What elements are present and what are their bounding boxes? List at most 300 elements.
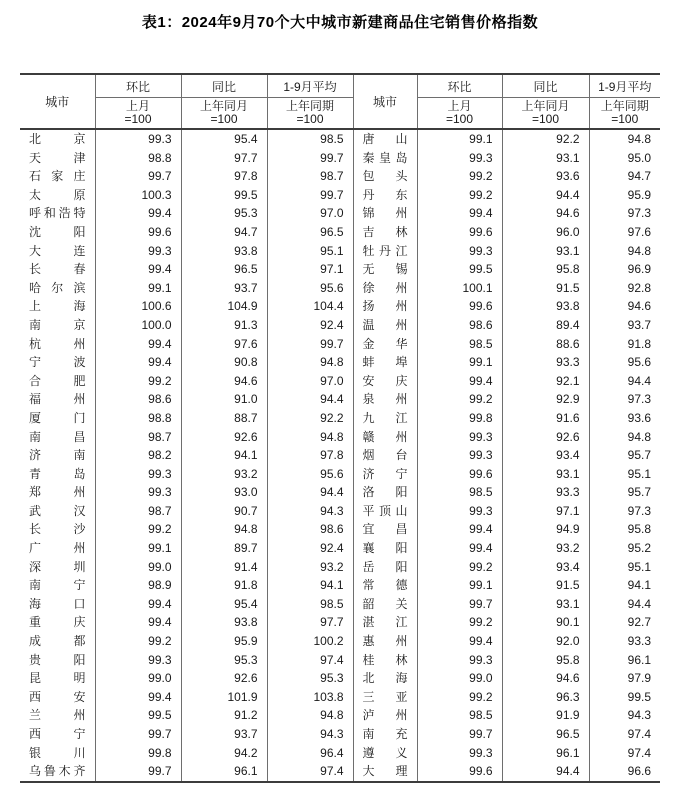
value-cell: 93.7 (589, 316, 660, 335)
city-name: 郑州 (29, 485, 86, 500)
city-cell (20, 279, 95, 298)
value-cell: 99.5 (589, 688, 660, 707)
city-cell (353, 335, 417, 354)
city-cell (20, 446, 95, 465)
value-cell: 93.3 (502, 483, 589, 502)
value-cell: 99.4 (417, 204, 502, 223)
value-cell: 99.2 (417, 390, 502, 409)
subheader-text: 上月 (125, 99, 150, 113)
city-name: 哈尔滨 (29, 280, 86, 295)
city-name: 海口 (29, 596, 86, 611)
city-cell (20, 520, 95, 539)
city-name: 秦皇岛 (362, 150, 408, 165)
value-cell: 99.4 (95, 613, 181, 632)
city-name: 杭州 (29, 336, 86, 351)
city-name: 深圳 (29, 559, 86, 574)
city-cell (353, 316, 417, 335)
city-name: 牡丹江 (362, 243, 408, 258)
value-cell: 94.1 (267, 576, 353, 595)
value-cell: 94.8 (267, 353, 353, 372)
city-cell (353, 186, 417, 205)
city-cell (353, 204, 417, 223)
value-cell: 97.4 (589, 744, 660, 763)
subheader-base: =100 (296, 112, 324, 126)
city-name: 常德 (362, 578, 408, 593)
city-name: 泉州 (362, 392, 408, 407)
city-name: 锦州 (362, 206, 408, 221)
table-row (20, 632, 660, 651)
city-name: 三亚 (362, 689, 408, 704)
table-header (20, 74, 660, 129)
value-cell: 98.6 (95, 390, 181, 409)
subheader-text: 上年同月 (199, 99, 248, 113)
city-cell (353, 632, 417, 651)
value-cell: 97.7 (181, 149, 267, 168)
value-cell: 99.2 (95, 520, 181, 539)
table-row (20, 539, 660, 558)
city-cell (353, 613, 417, 632)
value-cell: 95.3 (181, 204, 267, 223)
city-name: 西安 (29, 689, 86, 704)
city-cell (20, 762, 95, 782)
value-cell: 99.4 (95, 595, 181, 614)
value-cell: 101.9 (181, 688, 267, 707)
value-cell: 99.0 (95, 558, 181, 577)
city-cell (353, 223, 417, 242)
value-cell: 99.7 (95, 762, 181, 782)
table-row (20, 762, 660, 782)
city-cell (20, 613, 95, 632)
value-cell: 98.5 (267, 595, 353, 614)
city-name: 徐州 (362, 280, 408, 295)
value-cell: 99.2 (95, 632, 181, 651)
value-cell: 99.3 (95, 483, 181, 502)
value-cell: 92.4 (267, 539, 353, 558)
city-name: 北京 (29, 132, 86, 146)
value-cell: 95.2 (589, 539, 660, 558)
value-cell: 95.9 (589, 186, 660, 205)
city-name: 唐山 (362, 132, 408, 146)
column-subheader-yoy-right (502, 98, 589, 130)
value-cell: 96.5 (267, 223, 353, 242)
column-subheader-avg-left (267, 98, 353, 130)
value-cell: 97.8 (267, 446, 353, 465)
value-cell: 94.3 (267, 502, 353, 521)
table-row (20, 483, 660, 502)
value-cell: 99.7 (95, 167, 181, 186)
value-cell: 93.8 (181, 242, 267, 261)
value-cell: 92.9 (502, 390, 589, 409)
value-cell: 99.6 (417, 297, 502, 316)
value-cell: 92.4 (267, 316, 353, 335)
value-cell: 94.3 (267, 725, 353, 744)
table-row (20, 297, 660, 316)
value-cell: 99.4 (417, 520, 502, 539)
value-cell: 95.4 (181, 595, 267, 614)
city-name: 青岛 (29, 466, 86, 481)
value-cell: 104.4 (267, 297, 353, 316)
city-cell (20, 725, 95, 744)
value-cell: 93.0 (181, 483, 267, 502)
table-row (20, 446, 660, 465)
value-cell: 94.8 (267, 706, 353, 725)
city-cell (20, 632, 95, 651)
value-cell: 99.6 (417, 465, 502, 484)
city-cell (353, 149, 417, 168)
price-index-table (20, 73, 660, 783)
table-row (20, 465, 660, 484)
value-cell: 97.6 (589, 223, 660, 242)
value-cell: 94.8 (181, 520, 267, 539)
city-name: 吉林 (362, 224, 408, 239)
city-name: 岳阳 (362, 559, 408, 574)
value-cell: 98.5 (417, 335, 502, 354)
value-cell: 95.8 (502, 260, 589, 279)
value-cell: 92.7 (589, 613, 660, 632)
city-name: 桂林 (362, 652, 408, 667)
value-cell: 96.1 (181, 762, 267, 782)
column-header-yoy-left: 同比 (181, 74, 267, 98)
city-name: 大连 (29, 243, 86, 258)
table-row (20, 502, 660, 521)
value-cell: 93.1 (502, 242, 589, 261)
value-cell: 91.4 (181, 558, 267, 577)
value-cell: 96.1 (502, 744, 589, 763)
city-cell (20, 595, 95, 614)
value-cell: 91.2 (181, 706, 267, 725)
value-cell: 91.5 (502, 279, 589, 298)
city-name: 西宁 (29, 727, 86, 741)
city-cell (20, 167, 95, 186)
city-cell (20, 706, 95, 725)
value-cell: 98.8 (95, 149, 181, 168)
city-name: 金华 (362, 336, 408, 351)
city-name: 长沙 (29, 522, 86, 537)
city-name: 北海 (362, 671, 408, 686)
table-row (20, 260, 660, 279)
table-row (20, 409, 660, 428)
column-header-yoy-right: 同比 (502, 74, 589, 98)
column-subheader-mom-right (417, 98, 502, 130)
table-row (20, 242, 660, 261)
value-cell: 97.9 (589, 669, 660, 688)
city-cell (20, 129, 95, 149)
table-row (20, 223, 660, 242)
subheader-text: 上年同月 (521, 99, 570, 113)
table-row (20, 390, 660, 409)
value-cell: 92.6 (181, 428, 267, 447)
value-cell: 91.5 (502, 576, 589, 595)
subheader-text: 上年同期 (600, 99, 649, 113)
value-cell: 91.9 (502, 706, 589, 725)
table-row (20, 279, 660, 298)
city-name: 大理 (362, 764, 408, 779)
value-cell: 94.8 (589, 428, 660, 447)
value-cell: 97.4 (267, 762, 353, 782)
table-title: 表1：2024年9月70个大中城市新建商品住宅销售价格指数 (141, 14, 539, 31)
city-cell (20, 353, 95, 372)
value-cell: 92.6 (181, 669, 267, 688)
value-cell: 99.3 (95, 465, 181, 484)
city-cell (353, 539, 417, 558)
value-cell: 93.8 (181, 613, 267, 632)
value-cell: 99.3 (95, 129, 181, 149)
table-row (20, 204, 660, 223)
value-cell: 92.1 (502, 372, 589, 391)
city-cell (353, 725, 417, 744)
city-cell (20, 204, 95, 223)
value-cell: 99.3 (417, 242, 502, 261)
city-cell (353, 242, 417, 261)
table-row (20, 669, 660, 688)
value-cell: 94.8 (267, 428, 353, 447)
value-cell: 93.1 (502, 465, 589, 484)
city-name: 南昌 (29, 429, 86, 444)
value-cell: 95.3 (181, 651, 267, 670)
value-cell: 100.0 (95, 316, 181, 335)
value-cell: 99.8 (417, 409, 502, 428)
value-cell: 99.4 (95, 335, 181, 354)
table-row (20, 316, 660, 335)
city-cell (353, 353, 417, 372)
value-cell: 99.8 (95, 744, 181, 763)
value-cell: 94.4 (589, 372, 660, 391)
column-header-avg-left: 1-9月平均 (267, 74, 353, 98)
city-name: 重庆 (29, 615, 86, 630)
value-cell: 97.4 (267, 651, 353, 670)
city-cell (353, 558, 417, 577)
value-cell: 93.4 (502, 558, 589, 577)
value-cell: 99.7 (267, 149, 353, 168)
value-cell: 98.8 (95, 409, 181, 428)
value-cell: 94.7 (589, 167, 660, 186)
value-cell: 93.2 (181, 465, 267, 484)
value-cell: 97.8 (181, 167, 267, 186)
city-name: 襄阳 (362, 541, 408, 556)
table-row (20, 595, 660, 614)
city-name: 石家庄 (29, 169, 86, 184)
value-cell: 99.3 (417, 502, 502, 521)
value-cell: 89.4 (502, 316, 589, 335)
value-cell: 95.8 (589, 520, 660, 539)
value-cell: 94.4 (502, 762, 589, 782)
value-cell: 95.1 (589, 465, 660, 484)
value-cell: 93.7 (181, 725, 267, 744)
value-cell: 91.0 (181, 390, 267, 409)
table-row (20, 129, 660, 149)
city-name: 泸州 (362, 708, 408, 723)
value-cell: 88.6 (502, 335, 589, 354)
city-name: 宁波 (29, 355, 86, 370)
city-name: 武汉 (29, 503, 86, 518)
city-cell (20, 651, 95, 670)
value-cell: 99.3 (417, 651, 502, 670)
value-cell: 94.4 (502, 186, 589, 205)
city-name: 无锡 (362, 262, 408, 277)
value-cell: 94.3 (589, 706, 660, 725)
value-cell: 95.1 (589, 558, 660, 577)
value-cell: 93.1 (502, 149, 589, 168)
subheader-base: =100 (210, 112, 238, 126)
value-cell: 98.9 (95, 576, 181, 595)
table-row (20, 613, 660, 632)
city-name: 上海 (29, 299, 86, 314)
column-header-city-left: 城市 (20, 74, 95, 129)
value-cell: 93.3 (589, 632, 660, 651)
city-name: 济南 (29, 448, 86, 463)
table-row (20, 372, 660, 391)
value-cell: 99.4 (417, 539, 502, 558)
value-cell: 99.2 (417, 167, 502, 186)
value-cell: 99.4 (95, 353, 181, 372)
value-cell: 96.5 (502, 725, 589, 744)
value-cell: 99.5 (417, 260, 502, 279)
value-cell: 93.3 (502, 353, 589, 372)
city-name: 南宁 (29, 578, 86, 593)
value-cell: 90.7 (181, 502, 267, 521)
value-cell: 91.3 (181, 316, 267, 335)
value-cell: 97.1 (502, 502, 589, 521)
value-cell: 96.4 (267, 744, 353, 763)
table-row (20, 520, 660, 539)
value-cell: 93.2 (267, 558, 353, 577)
city-cell (20, 186, 95, 205)
value-cell: 103.8 (267, 688, 353, 707)
value-cell: 99.3 (417, 744, 502, 763)
value-cell: 92.6 (502, 428, 589, 447)
city-cell (20, 465, 95, 484)
value-cell: 92.8 (589, 279, 660, 298)
value-cell: 91.8 (589, 335, 660, 354)
city-name: 广州 (29, 541, 86, 556)
city-cell (20, 335, 95, 354)
value-cell: 99.2 (417, 186, 502, 205)
value-cell: 95.6 (267, 279, 353, 298)
subheader-base: =100 (124, 112, 152, 126)
value-cell: 99.4 (95, 688, 181, 707)
value-cell: 96.1 (589, 651, 660, 670)
table-row (20, 335, 660, 354)
value-cell: 97.3 (589, 204, 660, 223)
city-name: 南充 (362, 727, 408, 741)
city-name: 遵义 (362, 745, 408, 760)
city-cell (353, 129, 417, 149)
city-name: 成都 (29, 634, 86, 649)
value-cell: 94.9 (502, 520, 589, 539)
value-cell: 91.8 (181, 576, 267, 595)
column-header-avg-right: 1-9月平均 (589, 74, 660, 98)
city-name: 赣州 (362, 429, 408, 444)
value-cell: 99.2 (417, 688, 502, 707)
value-cell: 99.3 (417, 428, 502, 447)
city-cell (20, 223, 95, 242)
value-cell: 95.0 (589, 149, 660, 168)
city-name: 惠州 (362, 634, 408, 649)
column-subheader-avg-right (589, 98, 660, 130)
header-row-groups (20, 74, 660, 98)
column-header-mom-left: 环比 (95, 74, 181, 98)
value-cell: 104.9 (181, 297, 267, 316)
value-cell: 99.4 (417, 372, 502, 391)
value-cell: 99.0 (417, 669, 502, 688)
value-cell: 89.7 (181, 539, 267, 558)
city-name: 蚌埠 (362, 355, 408, 370)
value-cell: 96.5 (181, 260, 267, 279)
value-cell: 92.0 (502, 632, 589, 651)
value-cell: 99.0 (95, 669, 181, 688)
column-header-city-right: 城市 (353, 74, 417, 129)
city-name: 天津 (29, 150, 86, 165)
value-cell: 99.3 (417, 149, 502, 168)
city-cell (20, 744, 95, 763)
city-name: 韶关 (362, 596, 408, 611)
value-cell: 97.1 (267, 260, 353, 279)
city-cell (353, 372, 417, 391)
value-cell: 96.0 (502, 223, 589, 242)
value-cell: 99.2 (417, 613, 502, 632)
city-cell (353, 167, 417, 186)
subheader-base: =100 (611, 112, 639, 126)
value-cell: 99.3 (417, 446, 502, 465)
value-cell: 99.5 (95, 706, 181, 725)
city-name: 贵阳 (29, 652, 86, 667)
city-name: 丹东 (362, 187, 408, 202)
value-cell: 99.6 (417, 762, 502, 782)
subheader-base: =100 (445, 112, 474, 126)
value-cell: 99.5 (181, 186, 267, 205)
value-cell: 94.1 (589, 576, 660, 595)
value-cell: 99.6 (417, 223, 502, 242)
city-cell (353, 260, 417, 279)
value-cell: 90.8 (181, 353, 267, 372)
value-cell: 95.3 (267, 669, 353, 688)
table-row (20, 558, 660, 577)
table-row (20, 744, 660, 763)
city-name: 洛阳 (362, 485, 408, 500)
column-header-mom-right: 环比 (417, 74, 502, 98)
table-row (20, 725, 660, 744)
value-cell: 94.2 (181, 744, 267, 763)
value-cell: 100.3 (95, 186, 181, 205)
table-row (20, 706, 660, 725)
value-cell: 97.3 (589, 390, 660, 409)
value-cell: 88.7 (181, 409, 267, 428)
value-cell: 99.2 (95, 372, 181, 391)
city-cell (353, 297, 417, 316)
value-cell: 98.5 (417, 706, 502, 725)
city-cell (353, 762, 417, 782)
city-name: 烟台 (362, 448, 408, 463)
value-cell: 96.9 (589, 260, 660, 279)
table-row (20, 186, 660, 205)
city-cell (20, 316, 95, 335)
value-cell: 99.3 (95, 651, 181, 670)
value-cell: 96.3 (502, 688, 589, 707)
city-cell (20, 483, 95, 502)
header-row-base (20, 98, 660, 130)
city-cell (353, 669, 417, 688)
city-name: 九江 (362, 410, 408, 425)
value-cell: 94.4 (589, 595, 660, 614)
value-cell: 99.1 (417, 129, 502, 149)
table-row (20, 149, 660, 168)
value-cell: 99.1 (95, 279, 181, 298)
city-name: 沈阳 (29, 224, 86, 239)
value-cell: 94.4 (267, 483, 353, 502)
city-name: 福州 (29, 392, 86, 407)
city-cell (353, 465, 417, 484)
subheader-base: =100 (531, 112, 560, 126)
